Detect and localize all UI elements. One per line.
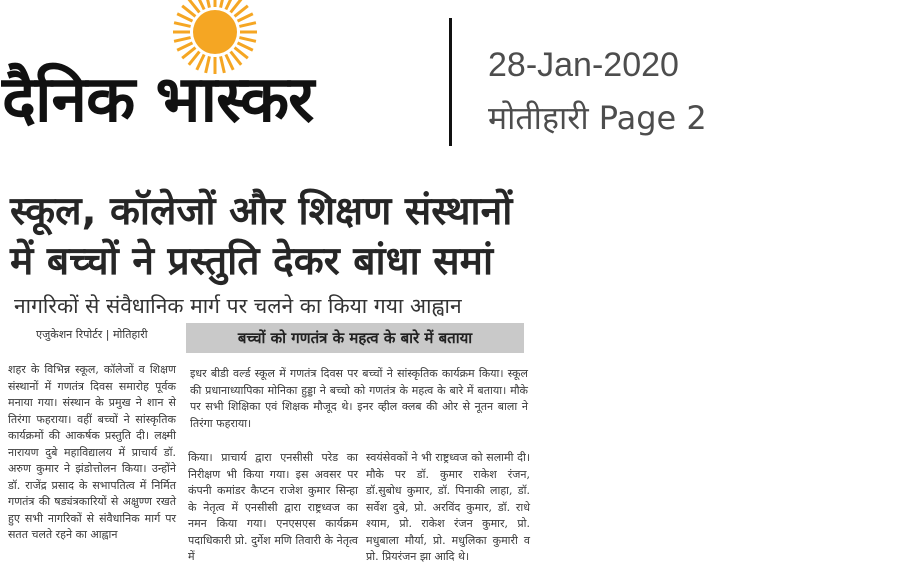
article-headline bbox=[10, 187, 530, 287]
article-column-4: स्वयंसेवकों ने भी राष्ट्रध्वज को सलामी दी। मौके पर डॉ. कुमार राकेश रंजन, डॉ.सुबोध कुमार, डॉ. पिनाकी लाहा, डॉ. सर्वेश दुबे, प्रो. अरविंद कुमार, डॉ. राधे श्याम, प्रो. राकेश रंजन कुमार, प्रो. मधुबाला मौर्या, प्रो. मधुलिका कुमारी व प्रो. प्रियरंजन झा आदि थे। bbox=[366, 451, 530, 563]
sun-ray bbox=[177, 14, 192, 21]
sun-ray bbox=[235, 48, 248, 59]
edition-page: मोतीहारी Page 2 bbox=[488, 99, 707, 137]
masthead bbox=[0, 0, 901, 165]
headline-line-2: में बच्चों ने प्रस्तुति देकर बांधा समां bbox=[10, 239, 494, 284]
sun-ray bbox=[174, 23, 191, 27]
sun-ray bbox=[174, 38, 191, 42]
article-subhead: नागरिकों से संवैधानिक मार्ग पर चलने का किया गया आह्वान bbox=[14, 294, 462, 318]
sun-ray bbox=[177, 43, 192, 50]
sun-ray bbox=[221, 0, 225, 8]
article-column-2: इधर बीडी वर्ल्ड स्कूल में गणतंत्र दिवस पर बच्चों ने सांस्कृतिक कार्यक्रम किया। स्कूल की प्रधानाध्यापिका मोनिका हुड्डा ने बच्चो को गणतंत्र के महत्व के बारे में बताया। मौके पर सभी शिक्षिका एवं शिक्षक मौजूद थे। इनर व्हील क्लब की ओर से नूतन बाला ने तिरंगा फहराया। bbox=[190, 367, 528, 430]
news-clipping bbox=[0, 165, 901, 588]
sun-ray bbox=[238, 43, 253, 50]
article-column-3: किया। प्राचार्य द्वारा एनसीसी परेड का निरीक्षण भी किया गया। इस अवसर पर कंपनी कमांडर कैप्टन राजेश कुमार सिन्हा के नेतृत्व में एनसीसी द्वारा राष्ट्रध्वज का नमन किया गया। एनएसएस कार्यक्रम पदाधिकारी प्रो. दुर्गेश मणि तिवारी के नेतृत्व में bbox=[188, 451, 358, 563]
sun-ray bbox=[182, 48, 195, 59]
article-column-1: शहर के विभिन्न स्कूल, कॉलेजों व शिक्षण संस्थानों में गणतंत्र दिवस समारोह पूर्वक मनाया गया। संस्थान के प्रमुख ने शान से तिरंगा फहराया। वहीं बच्चों ने सांस्कृतिक कार्यक्रमों की आकर्षक प्रस्तुति दी। लक्ष्मी नारायण दुबे महाविद्यालय में प्राचार्य डॉ. अरुण कुमार ने झंडोत्तोलन किया। उन्होंने डॉ. राजेंद्र प्रसाद के सभापतित्व में निर्मित गणतंत्र की षड्यंत्रकारियों से अक्षुण्ण रखते हुए सभी नागरिकों से संवैधानिक मार्ग पर सतत चलते रहने का आह्वान bbox=[8, 363, 176, 541]
divider bbox=[449, 18, 452, 146]
sun-ray bbox=[182, 6, 195, 17]
headline-line-1: स्कूल, कॉलेजों और शिक्षण संस्थानों bbox=[10, 189, 513, 234]
sun-ray bbox=[206, 0, 210, 8]
sun-ray bbox=[238, 14, 253, 21]
sun-ray bbox=[226, 0, 233, 9]
sun-ray bbox=[235, 6, 248, 17]
edition-date: 28-Jan-2020 bbox=[488, 46, 679, 84]
sun-ray bbox=[239, 23, 256, 27]
box-headline: बच्चों को गणतंत्र के महत्व के बारे में बताया bbox=[186, 323, 524, 353]
newspaper-logo: दैनिक भास्कर bbox=[2, 63, 314, 137]
sun-ray bbox=[197, 0, 204, 9]
article-byline: एजुकेशन रिपोर्टर | मोतिहारी bbox=[36, 328, 148, 341]
sun-ray bbox=[239, 38, 256, 42]
